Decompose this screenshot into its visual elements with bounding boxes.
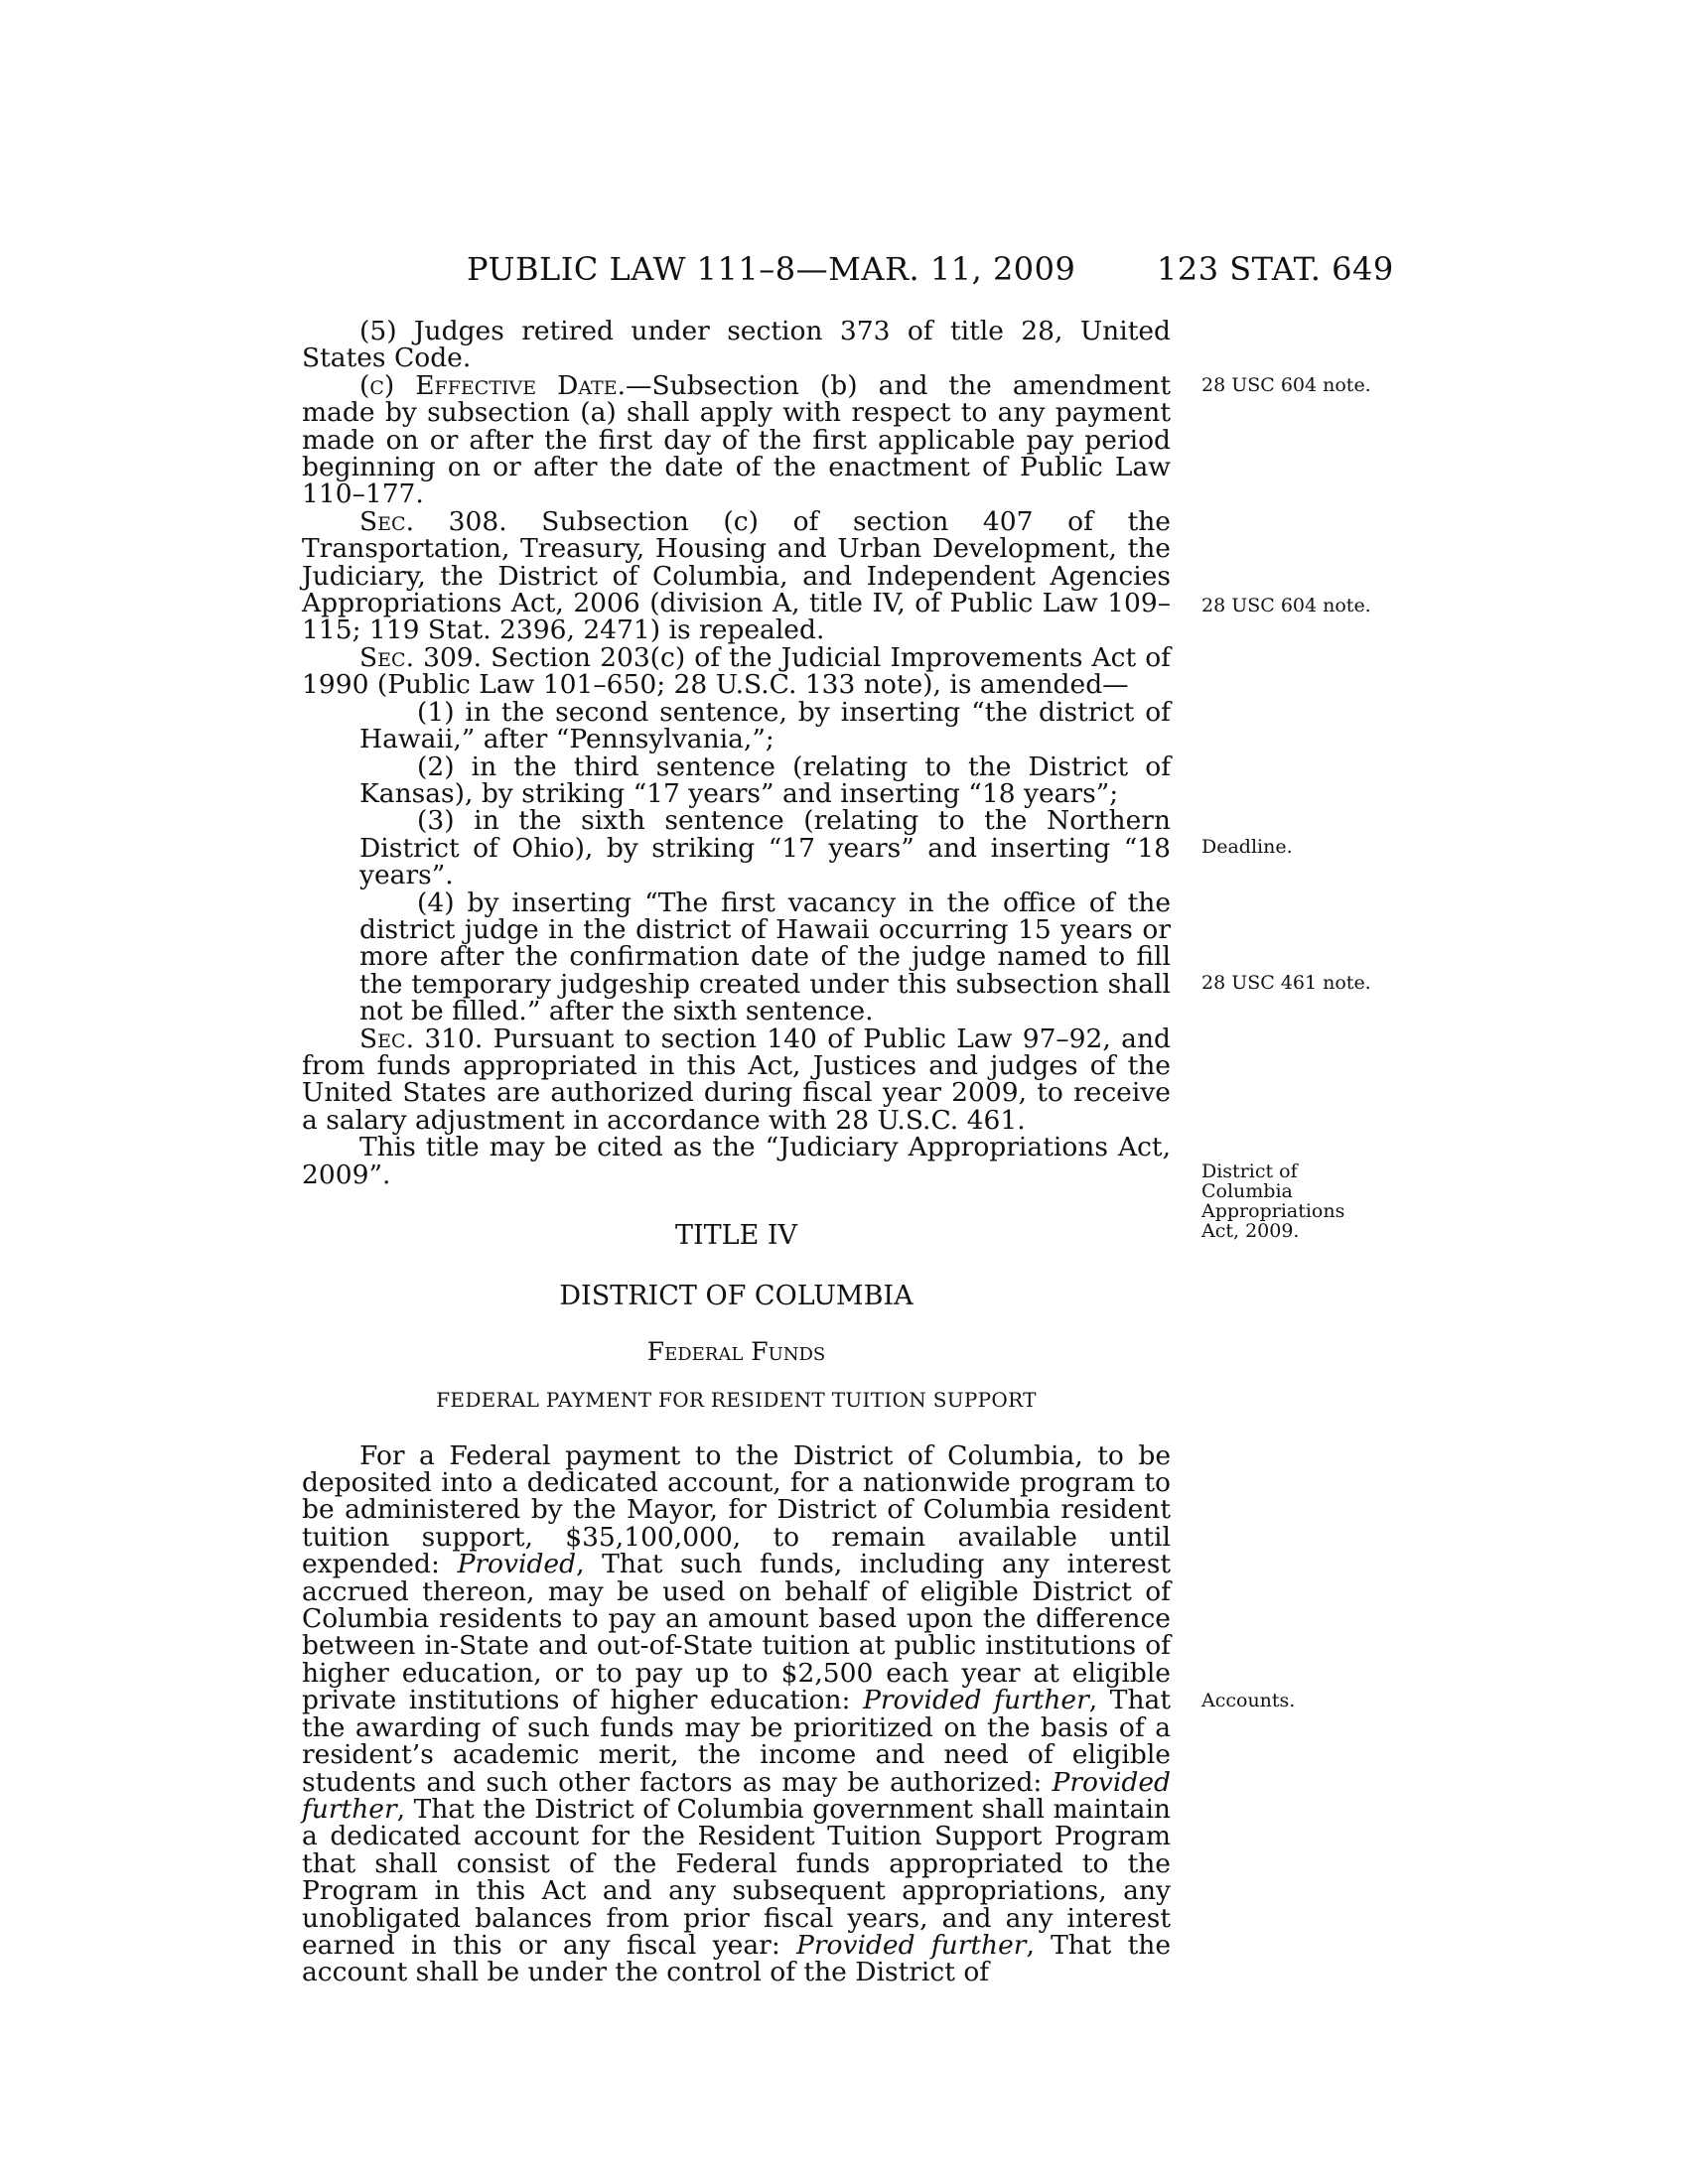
title-heading: TITLE IV bbox=[674, 1220, 798, 1251]
provided-italic: Provided further bbox=[863, 1685, 1089, 1716]
subsection-heading: (c) Effective Date bbox=[359, 369, 618, 401]
text-run: For a Federal payment to the District of Columbia, to be deposited into a dedicated account, for a nationwide program to be administered by the Mayor, for District of Columbia resident tuition support, $35,100,000, to remain available until expended: bbox=[302, 1439, 1171, 1580]
page-number: 123 STAT. 649 bbox=[1157, 250, 1394, 288]
provided-italic: Provided further bbox=[796, 1929, 1027, 1961]
sec-text: . 309. Section 203(c) of the Judicial Improvements Act of 1990 (Public Law 101–650; 28 U.S.C. 133 note), is amended— bbox=[302, 641, 1171, 701]
provided-italic: Provided bbox=[457, 1549, 577, 1580]
spacer bbox=[302, 1415, 1171, 1442]
text-run: , That the awarding of such funds may be prioritized on the basis of a resident’s academic merit, the income and need of eligible students and such other factors as may be authorized: bbox=[302, 1685, 1171, 1798]
short-title-paragraph: This title may be cited as the “Judiciary Appropriations Act, 2009”. bbox=[302, 1132, 1171, 1190]
sec-label: Sec bbox=[359, 1023, 406, 1054]
sec-label: Sec bbox=[359, 505, 406, 537]
text-run: , That such funds, including any interest accrued thereon, may be used on behalf of eligible District of Columbia residents to pay an amount based upon the difference between in-State and out-of-State tuition at public institutions of higher education, or to pay up to $2,500 each year at eligible private institutions of higher education: bbox=[302, 1549, 1171, 1716]
list-item: (1) in the second sentence, by inserting “the district of Hawaii,” after “Pennsylvania,”; bbox=[359, 696, 1171, 755]
margin-note-28-usc-604: 28 USC 604 note. bbox=[1201, 374, 1371, 396]
federal-funds-heading: Federal Funds bbox=[646, 1336, 826, 1366]
paragraph-effective-date bbox=[302, 369, 1171, 510]
margin-note-dc-appropriations: District of Columbia Appropriations Act, 2009. bbox=[1201, 1160, 1345, 1242]
sec-text: . 308. Subsection (c) of section 407 of the Transportation, Treasury, Housing and Urban Development, the Judiciary, the District of Columbia, and Independent Agencies Appropriations Act, 2006 (division A, title IV, of Public Law 109–115; 119 Stat. 2396, 2471) is repealed. bbox=[302, 505, 1171, 646]
provided-italic: Provided further bbox=[302, 1766, 1171, 1825]
page-body bbox=[302, 318, 1171, 1986]
section-308 bbox=[302, 505, 1171, 646]
section-309 bbox=[302, 641, 1171, 701]
paragraph-judges-retired: (5) Judges retired under section 373 of title 28, United States Code. bbox=[302, 316, 1171, 374]
list-item: (2) in the third sentence (relating to the District of Kansas), by striking “17 years” and inserting “18 years”; bbox=[359, 751, 1171, 809]
tuition-support-paragraph bbox=[302, 1439, 1172, 1988]
text-run: , That the District of Columbia government shall maintain a dedicated account for the Resident Tuition Support Program that shall consist of the Federal funds appropriated to the Program in this Act and any subsequent appropriations, any unobligated balances from prior fiscal years, and any interest earned in this or any fiscal year: bbox=[302, 1793, 1171, 1961]
text-run: , That the account shall be under the control of the District of bbox=[302, 1929, 1172, 1988]
federal-payment-heading: FEDERAL PAYMENT FOR RESIDENT TUITION SUPPORT bbox=[436, 1388, 1037, 1413]
section-310 bbox=[302, 1025, 1171, 1135]
margin-note-28-usc-461: 28 USC 461 note. bbox=[1201, 972, 1371, 994]
margin-note-deadline: Deadline. bbox=[1201, 836, 1293, 858]
list-item: (3) in the sixth sentence (relating to the Northern District of Ohio), by striking “17 years” and inserting “18 years”. bbox=[359, 805, 1171, 891]
dc-heading: DISTRICT OF COLUMBIA bbox=[559, 1281, 914, 1312]
list-item: (4) by inserting “The first vacancy in the office of the district judge in the district of Hawaii occurring 15 years or more after the confirmation date of the judge named to fill the temporary judgeship created under this subsection shall not be filled.” after the sixth sentence. bbox=[359, 887, 1171, 1027]
margin-note-28-usc-604: 28 USC 604 note. bbox=[1201, 595, 1371, 616]
running-head-title: PUBLIC LAW 111–8—MAR. 11, 2009 bbox=[467, 250, 1076, 288]
sec-label: Sec bbox=[359, 641, 406, 673]
subsection-text: .—Subsection (b) and the amendment made by subsection (a) shall apply with respect to any payment made on or after the first day of the first applicable pay period beginning on or after the date of the enactment of Public Law 110–177. bbox=[302, 369, 1171, 510]
sec-text: . 310. Pursuant to section 140 of Public Law 97–92, and from funds appropriated in this Act, Justices and judges of the United States are authorized during fiscal year 2009, to receive a salary adjustment in accordance with 28 U.S.C. 461. bbox=[302, 1023, 1171, 1136]
margin-note-accounts: Accounts. bbox=[1201, 1690, 1296, 1711]
